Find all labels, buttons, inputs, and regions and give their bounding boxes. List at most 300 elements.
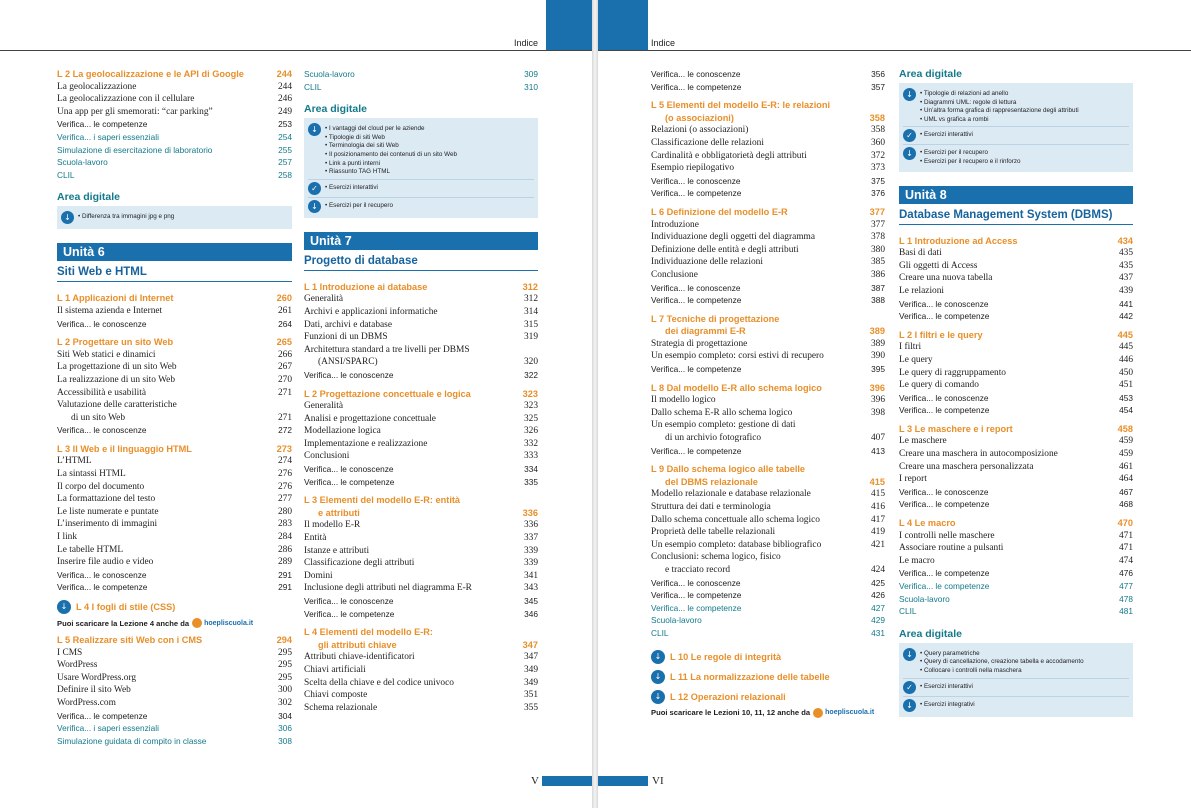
toc-entry-page: 346 <box>524 608 538 619</box>
toc-entry-title: CLIL <box>651 627 669 638</box>
area-digitale-item[interactable]: • Esercizi interattivi <box>920 131 973 140</box>
lesson-heading[interactable] <box>651 463 885 476</box>
lesson-heading[interactable] <box>304 507 538 520</box>
toc-entry[interactable] <box>57 318 292 331</box>
toc-entry-title: Scuola-lavoro <box>304 69 355 79</box>
toc-entry-page: 386 <box>870 269 885 280</box>
toc-entry-page: 309 <box>524 69 538 79</box>
toc-entry-page: 441 <box>1119 298 1133 309</box>
toc-entry-title: L 3 Il Web e il linguaggio HTML <box>57 443 192 454</box>
toc-entry[interactable] <box>57 156 292 169</box>
toc-entry-page: 459 <box>1118 449 1133 460</box>
toc-entry-title: Verifica... le conoscenze <box>57 318 147 329</box>
area-digitale-group[interactable] <box>903 86 1129 127</box>
toc-entry[interactable] <box>57 697 292 710</box>
toc-entry[interactable] <box>899 392 1133 405</box>
toc-entry[interactable] <box>57 672 292 685</box>
lesson-heading[interactable] <box>304 494 538 507</box>
toc-entry-title: Verifica... le competenze <box>899 499 990 510</box>
toc-entry[interactable] <box>57 493 292 506</box>
toc-entry[interactable] <box>57 349 292 362</box>
toc-entry[interactable] <box>899 404 1133 417</box>
toc-entry[interactable] <box>57 387 292 400</box>
toc-entry-page: 264 <box>278 318 292 329</box>
toc-entry[interactable] <box>304 293 538 306</box>
toc-entry[interactable] <box>57 506 292 519</box>
toc-entry[interactable] <box>899 530 1133 543</box>
toc-entry[interactable] <box>304 68 538 81</box>
area-digitale-group[interactable] <box>61 209 288 226</box>
toc-entry-page: 435 <box>1118 260 1133 271</box>
area-digitale-item[interactable]: • Un’altra forma grafica di rappresentazione degli attributi <box>920 107 1079 116</box>
toc-entry-title: Verifica... le competenze <box>651 364 742 375</box>
toc-entry-page: 306 <box>278 723 292 734</box>
toc-entry[interactable] <box>304 570 538 583</box>
toc-entry[interactable] <box>651 187 885 200</box>
download-icon[interactable]: ↓ <box>903 699 916 712</box>
column-1 <box>57 68 292 747</box>
toc-entry[interactable] <box>651 137 885 150</box>
toc-entry-title: Definire il sito Web <box>57 685 131 696</box>
toc-entry[interactable] <box>651 514 885 527</box>
toc-entry[interactable] <box>57 399 292 412</box>
toc-entry-title: Verifica... le competenze <box>304 608 395 619</box>
toc-entry-title: Inclusione degli attributi nel diagramma E-R <box>304 583 472 594</box>
toc-entry-page: 335 <box>524 476 538 487</box>
toc-entry-title: e tracciato record <box>665 564 731 575</box>
toc-entry[interactable] <box>899 247 1133 260</box>
download-icon[interactable]: ↓ <box>308 200 321 213</box>
toc-entry-title: L 1 Introduzione ad Access <box>899 235 1018 246</box>
toc-entry[interactable] <box>651 350 885 363</box>
toc-entry[interactable] <box>899 435 1133 448</box>
toc-entry[interactable] <box>651 501 885 514</box>
toc-entry-page: 246 <box>277 94 292 105</box>
toc-entry-title: Entità <box>304 533 327 544</box>
toc-entry-title: Verifica... le competenze <box>651 188 742 199</box>
toc-entry-title: Generalità <box>304 401 344 412</box>
toc-entry[interactable] <box>57 468 292 481</box>
toc-entry[interactable] <box>57 710 292 723</box>
toc-entry[interactable] <box>899 354 1133 367</box>
toc-entry-page: 283 <box>277 519 292 530</box>
toc-entry[interactable] <box>899 555 1133 568</box>
toc-entry[interactable] <box>304 557 538 570</box>
toc-entry[interactable] <box>899 580 1133 593</box>
toc-entry-page: 389 <box>870 338 885 349</box>
toc-entry[interactable] <box>57 412 292 425</box>
area-digitale-group[interactable] <box>903 679 1129 697</box>
area-digitale-item[interactable]: • Tipologie di siti Web <box>325 134 457 143</box>
toc-entry[interactable] <box>57 531 292 544</box>
download-icon[interactable]: ↓ <box>903 88 916 101</box>
area-digitale-item[interactable]: • Esercizi interattivi <box>920 683 973 692</box>
toc-entry[interactable] <box>651 282 885 295</box>
toc-entry[interactable] <box>651 488 885 501</box>
lesson-heading[interactable] <box>651 112 885 125</box>
toc-entry-page: 474 <box>1118 555 1133 566</box>
toc-entry[interactable] <box>651 81 885 94</box>
unit-title: Progetto di database <box>304 250 538 271</box>
toc-entry[interactable] <box>57 131 292 144</box>
toc-entry[interactable] <box>899 272 1133 285</box>
area-digitale-group[interactable] <box>903 127 1129 145</box>
toc-entry[interactable] <box>304 306 538 319</box>
toc-entry[interactable] <box>651 432 885 445</box>
toc-entry[interactable] <box>304 331 538 344</box>
area-digitale-item[interactable]: • Diagrammi UML: regole di lettura <box>920 99 1079 108</box>
toc-entry-page: 396 <box>870 395 885 406</box>
area-digitale-items <box>325 200 393 211</box>
toc-entry[interactable] <box>57 569 292 582</box>
toc-list <box>304 281 538 715</box>
toc-entry[interactable] <box>899 379 1133 392</box>
lesson-heading[interactable] <box>57 292 292 305</box>
area-digitale-item[interactable]: • Tipologie di relazioni ad anello <box>920 90 1079 99</box>
area-digitale-group[interactable] <box>308 121 534 180</box>
toc-entry[interactable] <box>57 305 292 318</box>
toc-entry[interactable] <box>651 244 885 257</box>
toc-entry[interactable] <box>304 438 538 451</box>
toc-entry[interactable] <box>57 684 292 697</box>
lesson-heading[interactable] <box>57 634 292 647</box>
toc-entry[interactable] <box>304 689 538 702</box>
toc-entry[interactable] <box>304 356 538 369</box>
toc-entry-title: Basi di dati <box>899 248 942 259</box>
lesson-heading[interactable] <box>899 517 1133 530</box>
toc-entry-title: Verifica... le competenze <box>651 295 742 306</box>
toc-entry[interactable] <box>899 367 1133 380</box>
toc-entry-page: 325 <box>523 413 538 424</box>
lesson-heading[interactable] <box>651 313 885 326</box>
toc-entry[interactable] <box>651 150 885 163</box>
toc-entry-title: (ANSI/SPARC) <box>318 357 378 368</box>
toc-entry[interactable] <box>304 519 538 532</box>
area-digitale-group[interactable] <box>903 697 1129 714</box>
hoepliscuola-logo[interactable]: hoepliscuola.it <box>813 708 874 718</box>
toc-entry-title: Conclusione <box>651 269 698 280</box>
area-digitale-item[interactable]: • Riassunto TAG HTML <box>325 168 457 177</box>
toc-entry[interactable] <box>651 363 885 376</box>
toc-entry[interactable] <box>899 473 1133 486</box>
toc-entry-page: 254 <box>278 131 292 142</box>
toc-entry-page: 339 <box>523 545 538 556</box>
toc-entry-title: Le tabelle HTML <box>57 544 124 555</box>
toc-entry-page: 312 <box>522 281 538 292</box>
toc-entry[interactable] <box>57 455 292 468</box>
toc-entry[interactable] <box>304 400 538 413</box>
area-digitale-item[interactable]: • Esercizi per il recupero e il rinforzo <box>920 158 1021 167</box>
toc-entry[interactable] <box>651 539 885 552</box>
toc-entry[interactable] <box>304 476 538 489</box>
toc-entry[interactable] <box>651 68 885 81</box>
toc-entry[interactable] <box>57 169 292 182</box>
area-digitale-item[interactable]: • Query di cancellazione, creazione tabella e accodamento <box>920 658 1084 667</box>
toc-entry[interactable] <box>899 486 1133 499</box>
toc-entry[interactable] <box>899 298 1133 311</box>
toc-entry[interactable] <box>304 532 538 545</box>
toc-entry-title: Verifica... i saperi essenziali <box>57 131 159 142</box>
header-rule <box>0 50 592 51</box>
toc-entry-page: 468 <box>1119 499 1133 510</box>
area-digitale-group[interactable] <box>903 145 1129 168</box>
area-digitale-item[interactable]: • Esercizi integrativi <box>920 701 975 710</box>
toc-entry[interactable] <box>57 544 292 557</box>
area-digitale-items <box>920 129 973 140</box>
toc-entry[interactable] <box>899 605 1133 618</box>
lesson-heading[interactable] <box>57 443 292 456</box>
lesson-heading[interactable] <box>899 329 1133 342</box>
toc-entry[interactable] <box>304 81 538 94</box>
download-note-text: Puoi scaricare le Lezioni 10, 11, 12 anche da <box>651 708 811 718</box>
toc-entry[interactable] <box>57 647 292 660</box>
lesson-heading[interactable] <box>899 235 1133 248</box>
lesson-heading[interactable] <box>57 336 292 349</box>
toc-entry[interactable] <box>899 542 1133 555</box>
check-icon[interactable]: ✓ <box>903 129 916 142</box>
area-digitale-item[interactable]: • Terminologia dei siti Web <box>325 142 457 151</box>
toc-entry[interactable] <box>304 677 538 690</box>
check-icon[interactable]: ✓ <box>903 681 916 694</box>
toc-entry[interactable] <box>651 627 885 640</box>
toc-entry[interactable] <box>304 582 538 595</box>
toc-entry-title: WordPress <box>57 660 98 671</box>
toc-entry[interactable] <box>651 564 885 577</box>
toc-entry[interactable] <box>57 659 292 672</box>
toc-entry-page: 343 <box>523 583 538 594</box>
toc-entry[interactable] <box>651 577 885 590</box>
toc-entry-title: Verifica... le competenze <box>651 602 742 613</box>
toc-entry[interactable] <box>304 319 538 332</box>
toc-entry-title: di un archivio fotografico <box>665 433 762 444</box>
lesson-heading[interactable] <box>651 382 885 395</box>
toc-entry[interactable] <box>899 461 1133 474</box>
toc-entry[interactable] <box>651 589 885 602</box>
toc-entry[interactable] <box>304 608 538 621</box>
download-lesson[interactable] <box>651 670 885 684</box>
toc-entry-page: 385 <box>870 257 885 268</box>
area-digitale-item[interactable]: • Differenza tra immagini jpg e png <box>78 213 174 222</box>
toc-entry[interactable] <box>651 551 885 564</box>
area-digitale-group[interactable] <box>308 198 534 215</box>
toc-entry-page: 390 <box>870 351 885 362</box>
toc-entry[interactable] <box>304 595 538 608</box>
toc-entry-title: Individuazione delle relazioni <box>651 257 763 268</box>
lesson-heading[interactable] <box>304 626 538 639</box>
toc-entry[interactable] <box>651 394 885 407</box>
toc-entry-page: 376 <box>871 188 885 199</box>
download-note <box>651 708 885 718</box>
download-icon[interactable]: ↓ <box>903 147 916 160</box>
lesson-heading[interactable] <box>304 388 538 401</box>
toc-entry[interactable] <box>57 481 292 494</box>
download-lesson[interactable] <box>651 690 885 704</box>
toc-entry[interactable] <box>899 567 1133 580</box>
toc-entry[interactable] <box>57 93 292 106</box>
toc-entry-title: L 2 La geolocalizzazione e le API di Google <box>57 69 244 79</box>
toc-entry[interactable] <box>57 144 292 157</box>
toc-entry-title: Verifica... le conoscenze <box>899 392 989 403</box>
toc-entry-title: Verifica... le competenze <box>304 476 395 487</box>
lesson-heading[interactable] <box>651 99 885 112</box>
toc-entry[interactable] <box>651 269 885 282</box>
toc-entry-title: Modellazione logica <box>304 426 381 437</box>
toc-entry-page: 274 <box>277 456 292 467</box>
toc-entry[interactable] <box>899 498 1133 511</box>
toc-entry-page: 322 <box>524 369 538 380</box>
toc-entry-page: 255 <box>278 144 292 155</box>
toc-entry-title: Verifica... le competenze <box>899 405 990 416</box>
toc-entry[interactable] <box>304 344 538 357</box>
toc-entry[interactable] <box>651 614 885 627</box>
download-icon[interactable]: ↓ <box>61 211 74 224</box>
area-digitale-title: Area digitale <box>57 191 121 204</box>
toc-entry-page: 314 <box>523 306 538 317</box>
toc-entry[interactable] <box>651 124 885 137</box>
lesson-heading[interactable] <box>651 325 885 338</box>
toc-entry[interactable] <box>304 651 538 664</box>
toc-entry-title: CLIL <box>304 81 322 92</box>
toc-entry-title: Verifica... le conoscenze <box>651 69 741 79</box>
toc-entry[interactable] <box>651 407 885 420</box>
toc-entry[interactable] <box>57 556 292 569</box>
toc-entry[interactable] <box>651 162 885 175</box>
area-digitale-group[interactable] <box>903 646 1129 679</box>
toc-entry-page: 445 <box>1117 329 1133 340</box>
column-2 <box>304 68 538 714</box>
download-icon[interactable]: ↓ <box>308 123 321 136</box>
area-digitale-item[interactable]: • Esercizi per il recupero <box>920 149 1021 158</box>
toc-entry-page: 442 <box>1119 311 1133 322</box>
toc-entry[interactable] <box>899 260 1133 273</box>
lesson-heading[interactable] <box>651 206 885 219</box>
download-icon: ↓ <box>57 600 71 614</box>
header-label: Indice <box>651 38 676 48</box>
toc-entry[interactable] <box>651 219 885 232</box>
check-icon[interactable]: ✓ <box>308 182 321 195</box>
toc-entry[interactable] <box>899 448 1133 461</box>
toc-entry-page: 345 <box>524 596 538 606</box>
toc-entry[interactable] <box>57 735 292 748</box>
toc-entry[interactable] <box>304 463 538 476</box>
toc-entry-page: 320 <box>523 357 538 368</box>
download-lesson[interactable] <box>57 600 292 614</box>
toc-entry[interactable] <box>304 545 538 558</box>
toc-entry[interactable] <box>57 361 292 374</box>
toc-entry-title: CLIL <box>57 169 75 180</box>
toc-entry[interactable] <box>304 425 538 438</box>
lesson-heading[interactable] <box>304 639 538 652</box>
toc-entry[interactable] <box>304 664 538 677</box>
toc-entry[interactable] <box>651 175 885 188</box>
footer-bar <box>542 776 592 786</box>
area-digitale-item[interactable]: • Query parametriche <box>920 650 1084 659</box>
toc-entry-page: 358 <box>869 112 885 123</box>
area-digitale-item[interactable]: • UML vs grafica a rombi <box>920 116 1079 125</box>
toc-entry[interactable] <box>899 593 1133 606</box>
lesson-heading[interactable] <box>57 68 292 81</box>
toc-entry[interactable] <box>304 369 538 382</box>
toc-entry[interactable] <box>899 341 1133 354</box>
right-page <box>598 0 1191 808</box>
area-digitale-item[interactable]: • Il posizionamento dei contenuti di un sito Web <box>325 151 457 160</box>
toc-entry[interactable] <box>57 374 292 387</box>
toc-entry-page: 356 <box>871 69 885 79</box>
toc-entry-page: 286 <box>277 544 292 555</box>
toc-entry-title: Classificazione delle relazioni <box>651 137 764 148</box>
toc-entry[interactable] <box>304 702 538 715</box>
toc-entry-page: 289 <box>277 557 292 568</box>
area-digitale-item[interactable]: • Esercizi per il recupero <box>325 202 393 211</box>
area-digitale-items <box>78 211 174 222</box>
unit-title: Database Management System (DBMS) <box>899 204 1133 225</box>
toc-entry[interactable] <box>651 231 885 244</box>
toc-entry-page: 407 <box>870 433 885 444</box>
hoepliscuola-logo[interactable]: hoepliscuola.it <box>192 618 253 628</box>
toc-entry[interactable] <box>57 81 292 94</box>
toc-entry-title: L 1 Introduzione ai database <box>304 281 428 292</box>
toc-entry[interactable] <box>304 450 538 463</box>
toc-entry-page: 349 <box>523 664 538 675</box>
toc-entry[interactable] <box>651 602 885 615</box>
area-digitale-item[interactable]: • Link a punti interni <box>325 160 457 169</box>
toc-entry-page: 445 <box>1118 342 1133 353</box>
toc-entry-page: 249 <box>277 106 292 117</box>
toc-entry-title: Le maschere <box>899 436 947 447</box>
toc-entry-page: 360 <box>870 137 885 148</box>
toc-entry[interactable] <box>899 285 1133 298</box>
area-digitale-group[interactable] <box>308 180 534 198</box>
download-lesson[interactable] <box>651 650 885 664</box>
toc-entry[interactable] <box>651 294 885 307</box>
toc-entry[interactable] <box>651 526 885 539</box>
lesson-heading[interactable] <box>899 423 1133 436</box>
toc-entry[interactable] <box>651 445 885 458</box>
toc-entry-title: L 6 Definizione del modello E-R <box>651 206 788 217</box>
toc-entry[interactable] <box>57 581 292 594</box>
area-digitale-item[interactable]: • I vantaggi del cloud per le aziende <box>325 125 457 134</box>
toc-entry-page: 372 <box>870 150 885 161</box>
toc-entry[interactable] <box>57 118 292 131</box>
lesson-heading[interactable] <box>304 281 538 294</box>
toc-entry[interactable] <box>57 722 292 735</box>
toc-entry-page: 261 <box>277 305 292 316</box>
toc-entry-page: 347 <box>522 639 538 650</box>
toc-entry[interactable] <box>57 518 292 531</box>
toc-entry[interactable] <box>651 338 885 351</box>
toc-entry-title: Creare una maschera in autocomposizione <box>899 449 1058 460</box>
toc-entry[interactable] <box>57 106 292 119</box>
area-digitale-box <box>899 643 1133 717</box>
toc-entry-title: Analisi e progettazione concettuale <box>304 413 436 424</box>
toc-entry-title: Le liste numerate e puntate <box>57 506 159 517</box>
download-icon[interactable]: ↓ <box>903 648 916 661</box>
toc-entry-page: 415 <box>870 489 885 500</box>
toc-entry[interactable] <box>899 310 1133 323</box>
lesson-heading[interactable] <box>651 476 885 489</box>
area-digitale-item[interactable]: • Collocare i controlli nella maschera <box>920 667 1084 676</box>
toc-entry-title: Istanze e attributi <box>304 545 370 556</box>
area-digitale-item[interactable]: • Esercizi interattivi <box>325 184 378 193</box>
toc-entry[interactable] <box>651 419 885 432</box>
toc-entry[interactable] <box>57 424 292 437</box>
toc-entry-title: Dallo schema concettuale allo schema logico <box>651 514 820 525</box>
footer-bar <box>598 776 648 786</box>
toc-entry[interactable] <box>651 256 885 269</box>
toc-entry-title: (o associazioni) <box>665 112 734 123</box>
toc-entry[interactable] <box>304 413 538 426</box>
toc-entry-title: Struttura dei dati e terminologia <box>651 502 771 512</box>
